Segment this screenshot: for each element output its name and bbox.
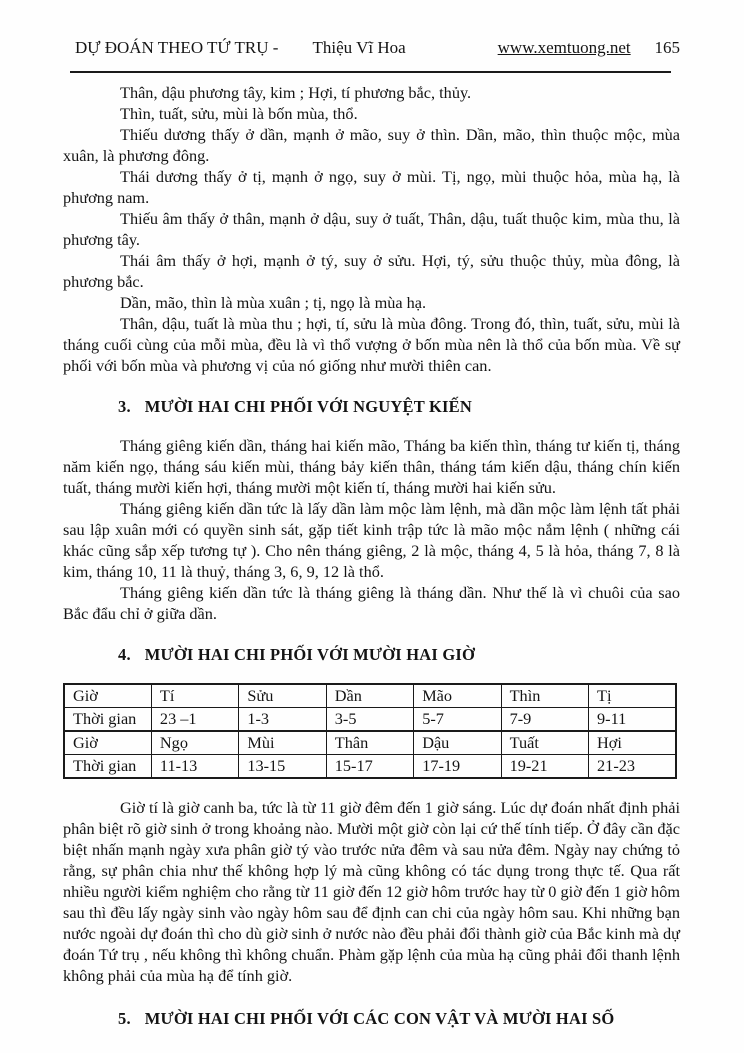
table-cell: Tí [151, 684, 238, 708]
paragraph: Dần, mão, thìn là mùa xuân ; tị, ngọ là mùa hạ. [120, 293, 427, 312]
paragraph: Tháng giêng kiến dần tức là tháng giêng là tháng dần. Như thế là vì chuôi của sao Bắc đẩu chỉ ở giữa dần. [63, 583, 680, 623]
table-cell: Dậu [414, 731, 501, 755]
table-cell: 7-9 [501, 708, 588, 732]
website-link[interactable]: www.xemtuong.net [497, 38, 631, 57]
section-number: 3. [118, 397, 131, 416]
table-cell: Giờ [64, 684, 151, 708]
paragraph: Tháng giêng kiến dần, tháng hai kiến mão, Tháng ba kiến thìn, tháng tư kiến tị, tháng năm kiến ngọ, tháng sáu kiến mùi, tháng bảy kiến thân, tháng tám kiến dậu, tháng chín kiến tuất, tháng mười kiến hợi, tháng mười một kiến tí, tháng mười hai kiến sửu. [63, 436, 680, 497]
table-cell: Thân [326, 731, 413, 755]
table-cell: Giờ [64, 731, 151, 755]
book-title: DỰ ĐOÁN THEO TỨ TRỤ - [75, 38, 279, 57]
paragraph: Tháng giêng kiến dần tức là lấy dần làm mộc làm lệnh, mà dần mộc làm lệnh tất phải sau lập xuân mới có quyền sinh sát, gặp tiết kinh trập tức là mão mộc nắm lệnh ( những cái khác cũng sắp xếp tương tự ). Cho nên tháng giêng, 2 là mộc, tháng 4, 5 là hỏa, tháng 7, 8 là kim, tháng 10, 11 là thuỷ, tháng 3, 6, 9, 12 là thổ. [63, 499, 680, 581]
table-cell: Hợi [589, 731, 676, 755]
section-title: MƯỜI HAI CHI PHỐI VỚI NGUYỆT KIẾN [144, 397, 472, 416]
paragraph: Thân, dậu, tuất là mùa thu ; hợi, tí, sửu là mùa đông. Trong đó, thìn, tuất, sửu, mùi là tháng cuối cùng của mỗi mùa, đều là vì thổ vượng ở bốn mùa nên là thổ của bốn mùa. Về sự phối với bốn mùa và phương vị của nó giống như mười thiên can. [63, 314, 680, 375]
table-cell: 3-5 [326, 708, 413, 732]
table-row [64, 708, 676, 732]
table-cell: 23 –1 [151, 708, 238, 732]
section-heading-4 [118, 644, 680, 665]
section-heading-5 [118, 1008, 680, 1029]
table-cell: 9-11 [589, 708, 676, 732]
table-cell: Mùi [239, 731, 326, 755]
table-cell: 15-17 [326, 755, 413, 779]
table-cell: 13-15 [239, 755, 326, 779]
table-cell: Dần [326, 684, 413, 708]
table-cell: Thìn [501, 684, 588, 708]
table-row [64, 731, 676, 755]
section-number: 4. [118, 645, 131, 664]
paragraph: Thái âm thấy ở hợi, mạnh ở tý, suy ở sửu. Hợi, tý, sửu thuộc thủy, mùa đông, là phương bắc. [63, 251, 680, 291]
table-cell: 1-3 [239, 708, 326, 732]
paragraph: Giờ tí là giờ canh ba, tức là từ 11 giờ đêm đến 1 giờ sáng. Lúc dự đoán nhất định phải phân biệt rõ giờ sinh ở trong khoảng nào. Mười một giờ còn lại cứ thế tính tiếp. Ở đây cần đặc biệt nhấn mạnh ngày xưa phân giờ tý vào trước nửa đêm và sau nửa đêm. Ngày nay chứng tỏ rằng, sự phân chia như thế không hợp lý mà cũng không có tác dụng trong thực tế. Qua rất nhiều người kiểm nghiệm cho rằng từ 11 giờ đến 12 giờ hôm trước hay từ 0 giờ đến 1 giờ hôm sau thì đều lấy ngày sinh vào ngày hôm sau để định can chi của ngày hôm sau. Khi những bạn nước ngoài dự đoán thì cho dù giờ sinh ở nước nào đều phải đổi thành giờ của Bắc kinh mà dự đoán Tứ trụ , nếu không thì không chuẩn. Phàm gặp lệnh của mùa hạ cũng phải đổi thanh lệnh không phải của mùa hạ để tính giờ. [63, 798, 680, 985]
table-cell: 19-21 [501, 755, 588, 779]
section-title: MƯỜI HAI CHI PHỐI VỚI CÁC CON VẬT VÀ MƯỜI HAI SỐ [144, 1009, 615, 1028]
section-heading-3 [118, 396, 680, 417]
table-cell: Thời gian [64, 755, 151, 779]
table-cell: Mão [414, 684, 501, 708]
table-cell: 21-23 [589, 755, 676, 779]
table-cell: 17-19 [414, 755, 501, 779]
table-cell: Tị [589, 684, 676, 708]
author-name: Thiệu Vĩ Hoa [312, 38, 406, 57]
page-header [63, 38, 680, 58]
paragraph: Thiếu dương thấy ở dần, mạnh ở mão, suy ở thìn. Dần, mão, thìn thuộc mộc, mùa xuân, là phương đông. [63, 125, 680, 165]
table-cell: 5-7 [414, 708, 501, 732]
page-number: 165 [654, 38, 680, 57]
table-cell: Ngọ [151, 731, 238, 755]
paragraph: Thân, dậu phương tây, kim ; Hợi, tí phương bắc, thủy. [120, 83, 472, 102]
page-body [63, 82, 680, 1029]
section-number: 5. [118, 1009, 131, 1028]
table-row [64, 684, 676, 708]
table-cell: Thời gian [64, 708, 151, 732]
paragraph: Thiếu âm thấy ở thân, mạnh ở dậu, suy ở tuất, Thân, dậu, tuất thuộc kim, mùa thu, là phương tây. [63, 209, 680, 249]
table-cell: Tuất [501, 731, 588, 755]
table-row [64, 755, 676, 779]
paragraph: Thái dương thấy ở tị, mạnh ở ngọ, suy ở mùi. Tị, ngọ, mùi thuộc hỏa, mùa hạ, là phương nam. [63, 167, 680, 207]
paragraph: Thìn, tuất, sửu, mùi là bốn mùa, thổ. [120, 104, 358, 123]
hours-table [63, 683, 677, 779]
table-cell: Sửu [239, 684, 326, 708]
section-title: MƯỜI HAI CHI PHỐI VỚI MƯỜI HAI GIỜ [144, 645, 476, 664]
table-cell: 11-13 [151, 755, 238, 779]
hours-table-wrap [63, 683, 680, 779]
header-divider [70, 71, 671, 73]
